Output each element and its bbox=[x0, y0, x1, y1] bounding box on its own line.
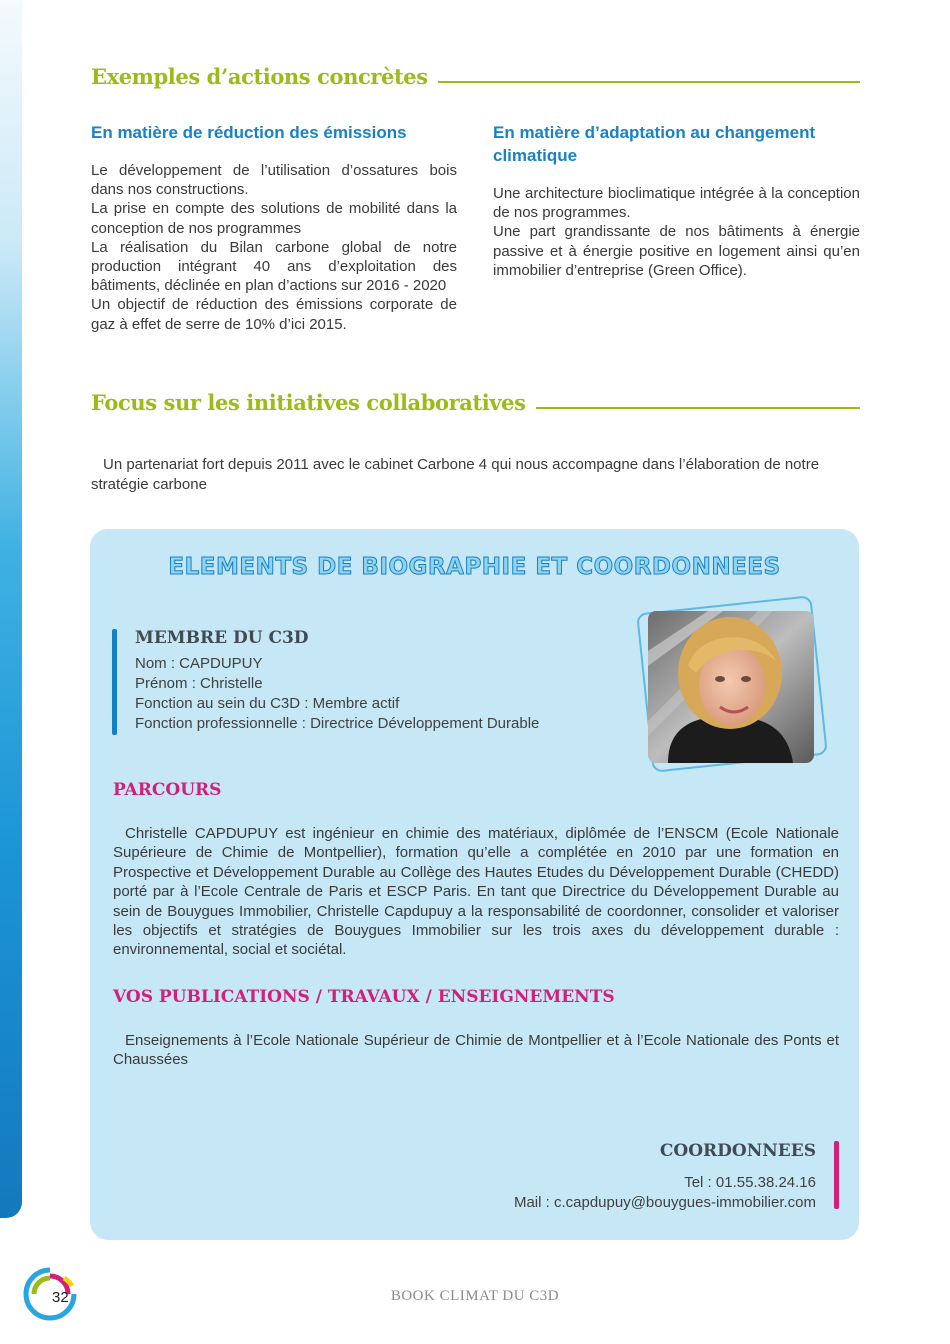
publications-heading: VOS PUBLICATIONS / TRAVAUX / ENSEIGNEMENTS bbox=[113, 987, 615, 1007]
left-column-title: En matière de réduction des émissions bbox=[91, 123, 407, 142]
coordonnees-mail: Mail : c.capdupuy@bouygues-immobilier.com bbox=[513, 1194, 816, 1211]
heading-rule bbox=[438, 81, 860, 83]
coordonnees-accent-bar bbox=[834, 1141, 839, 1209]
right-column-text bbox=[493, 184, 860, 280]
member-accent-bar bbox=[112, 629, 117, 735]
member-prenom: Prénom : Christelle bbox=[135, 675, 263, 692]
section-title: Exemples d’actions concrètes bbox=[91, 64, 428, 89]
paragraph: La réalisation du Bilan carbone global de notre production intégrant 40 ans d’exploitation des bâtiments, déclinée en plan d’actions sur 2016 - 2020 bbox=[91, 238, 457, 295]
section-heading-actions bbox=[91, 64, 860, 89]
section-title: Focus sur les initiatives collaboratives bbox=[91, 390, 526, 415]
section-heading-focus bbox=[91, 390, 860, 415]
member-block bbox=[135, 628, 539, 734]
paragraph: Une architecture bioclimatique intégrée à la conception de nos programmes. bbox=[493, 185, 860, 222]
left-gradient-bar bbox=[0, 0, 22, 1218]
coordonnees-tel: Tel : 01.55.38.24.16 bbox=[684, 1174, 816, 1191]
member-fonction-pro: Fonction professionnelle : Directrice Développement Durable bbox=[135, 715, 540, 732]
paragraph: Un objectif de réduction des émissions corporate de gaz à effet de serre de 10% d’ici 2015. bbox=[91, 296, 457, 333]
biography-card bbox=[90, 529, 859, 1240]
parcours-text: Christelle CAPDUPUY est ingénieur en chimie des matériaux, diplômée de l’ENSCM (Ecole Nationale Supérieure de Chimie de Montpellier), formation qu’elle a complétée en 2010 par une formation en Prospective et Développement Durable au Collège des Hautes Etudes du Développement Durable (CHEDD) porté par à l’Ecole Centrale de Paris et ESCP Paris. En tant que Directrice du Développement Durable au sein de Bouygues Immobilier, Christelle Capdupuy a la responsabilité de coordonner, consolider et valoriser les objectifs et stratégies de Bouygues Immobilier sur les trois axes du développement durable : environnemental, social et sociétal. bbox=[113, 825, 839, 959]
right-column-title: En matière d’adaptation au changement climatique bbox=[493, 123, 816, 165]
parcours-heading: PARCOURS bbox=[113, 780, 222, 800]
paragraph: Le développement de l’utilisation d’ossatures bois dans nos constructions. bbox=[91, 162, 457, 199]
left-column-text bbox=[91, 161, 457, 334]
publications-text: Enseignements à l’Ecole Nationale Supérieur de Chimie de Montpellier et à l’Ecole Nationale des Ponts et Chaussées bbox=[113, 1032, 839, 1069]
portrait-photo bbox=[648, 611, 814, 763]
member-nom: Nom : CAPDUPUY bbox=[135, 655, 263, 672]
page-number: 32 bbox=[52, 1289, 69, 1306]
coordonnees-heading: COORDONNEES bbox=[659, 1141, 816, 1161]
focus-text: Un partenariat fort depuis 2011 avec le cabinet Carbone 4 qui nous accompagne dans l’élaboration de notre stratégie carbone bbox=[91, 456, 820, 493]
card-title: ELEMENTS DE BIOGRAPHIE ET COORDONNEES bbox=[168, 554, 781, 580]
paragraph: La prise en compte des solutions de mobilité dans la conception de nos programmes bbox=[91, 200, 457, 237]
coordonnees-block bbox=[514, 1141, 816, 1213]
member-heading: MEMBRE DU C3D bbox=[135, 628, 309, 648]
member-fonction-c3d: Fonction au sein du C3D : Membre actif bbox=[135, 695, 400, 712]
paragraph: Une part grandissante de nos bâtiments à énergie passive et à énergie positive en logement ainsi qu’en immobilier d’entreprise (Green Office). bbox=[493, 223, 860, 279]
heading-rule bbox=[536, 407, 860, 409]
footer-book-title: BOOK CLIMAT DU C3D bbox=[390, 1288, 560, 1304]
